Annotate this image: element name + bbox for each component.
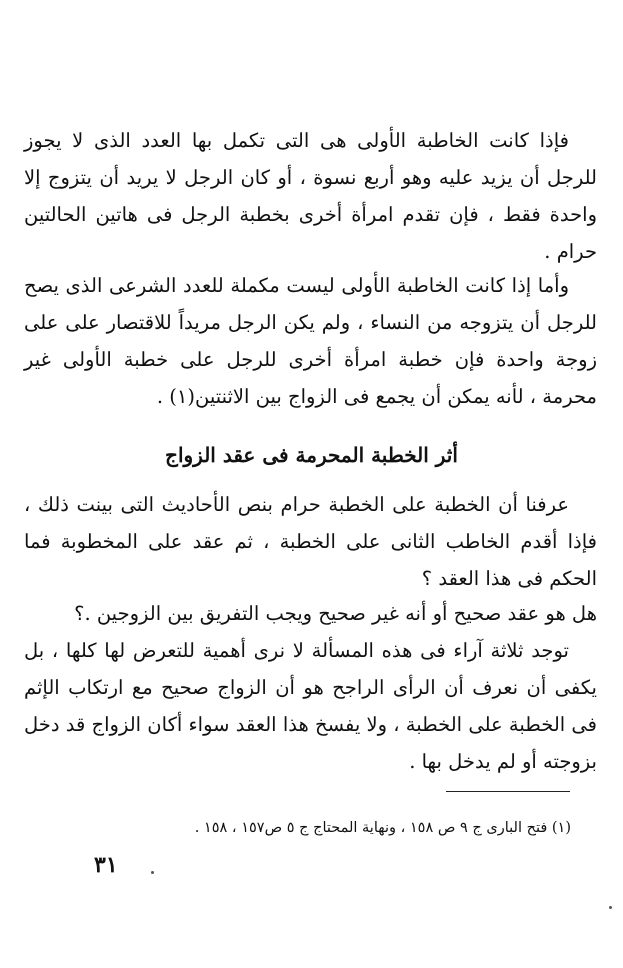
paragraph-2: وأما إذا كانت الخاطبة الأولى ليست مكملة للعدد الشرعى الذى يصح للرجل أن يتزوجه من النساء ، ولم يكن الرجل مريداً للاقتصار على على زوجة واحدة فإن خطبة امرأة أخرى للرجل على خطبة الأولى غير محرمة ، لأنه يمكن أن يجمع فى الزواج بين الاثنتين(١) . <box>24 274 597 408</box>
paragraph-3: عرفنا أن الخطبة على الخطبة حرام بنص الأحاديث التى بينت ذلك ، فإذا أقدم الخاطب الثانى على الخطبة ، ثم عقد على المخطوبة فما الحكم فى هذا العقد ؟ <box>24 493 597 590</box>
paragraph-5: توجد ثلاثة آراء فى هذه المسألة لا نرى أهمية للتعرض لها كلها ، بل يكفى أن نعرف أن الرأى الراجح هو أن الزواج صحيح مع ارتكاب الإثم فى الخطبة على الخطبة ، ولا يفسخ هذا العقد سواء أكان الزواج قد دخل بزوجته أو لم يدخل بها . <box>24 639 597 773</box>
print-speck <box>151 871 154 874</box>
footnote: (١) فتح البارى ج ٩ ص ١٥٨ ، ونهاية المحتاج ج ٥ ص١٥٧ ، ١٥٨ . <box>194 820 571 836</box>
paragraph-4: هل هو عقد صحيح أو أنه غير صحيح ويجب التفريق بين الزوجين .؟ <box>74 602 597 625</box>
page-number: ٣١ <box>94 852 118 878</box>
footnote-divider <box>446 791 570 792</box>
print-speck <box>609 906 612 909</box>
section-heading: أثر الخطبة المحرمة فى عقد الزواج <box>165 443 458 467</box>
paragraph-1: فإذا كانت الخاطبة الأولى هى التى تكمل بها العدد الذى لا يجوز للرجل أن يزيد عليه وهو أربع نسوة ، أو كان الرجل لا يريد أن يتزوج إلا واحدة فقط ، فإن تقدم امرأة أخرى بخطبة الرجل فى هاتين الحالتين حرام . <box>24 129 597 263</box>
